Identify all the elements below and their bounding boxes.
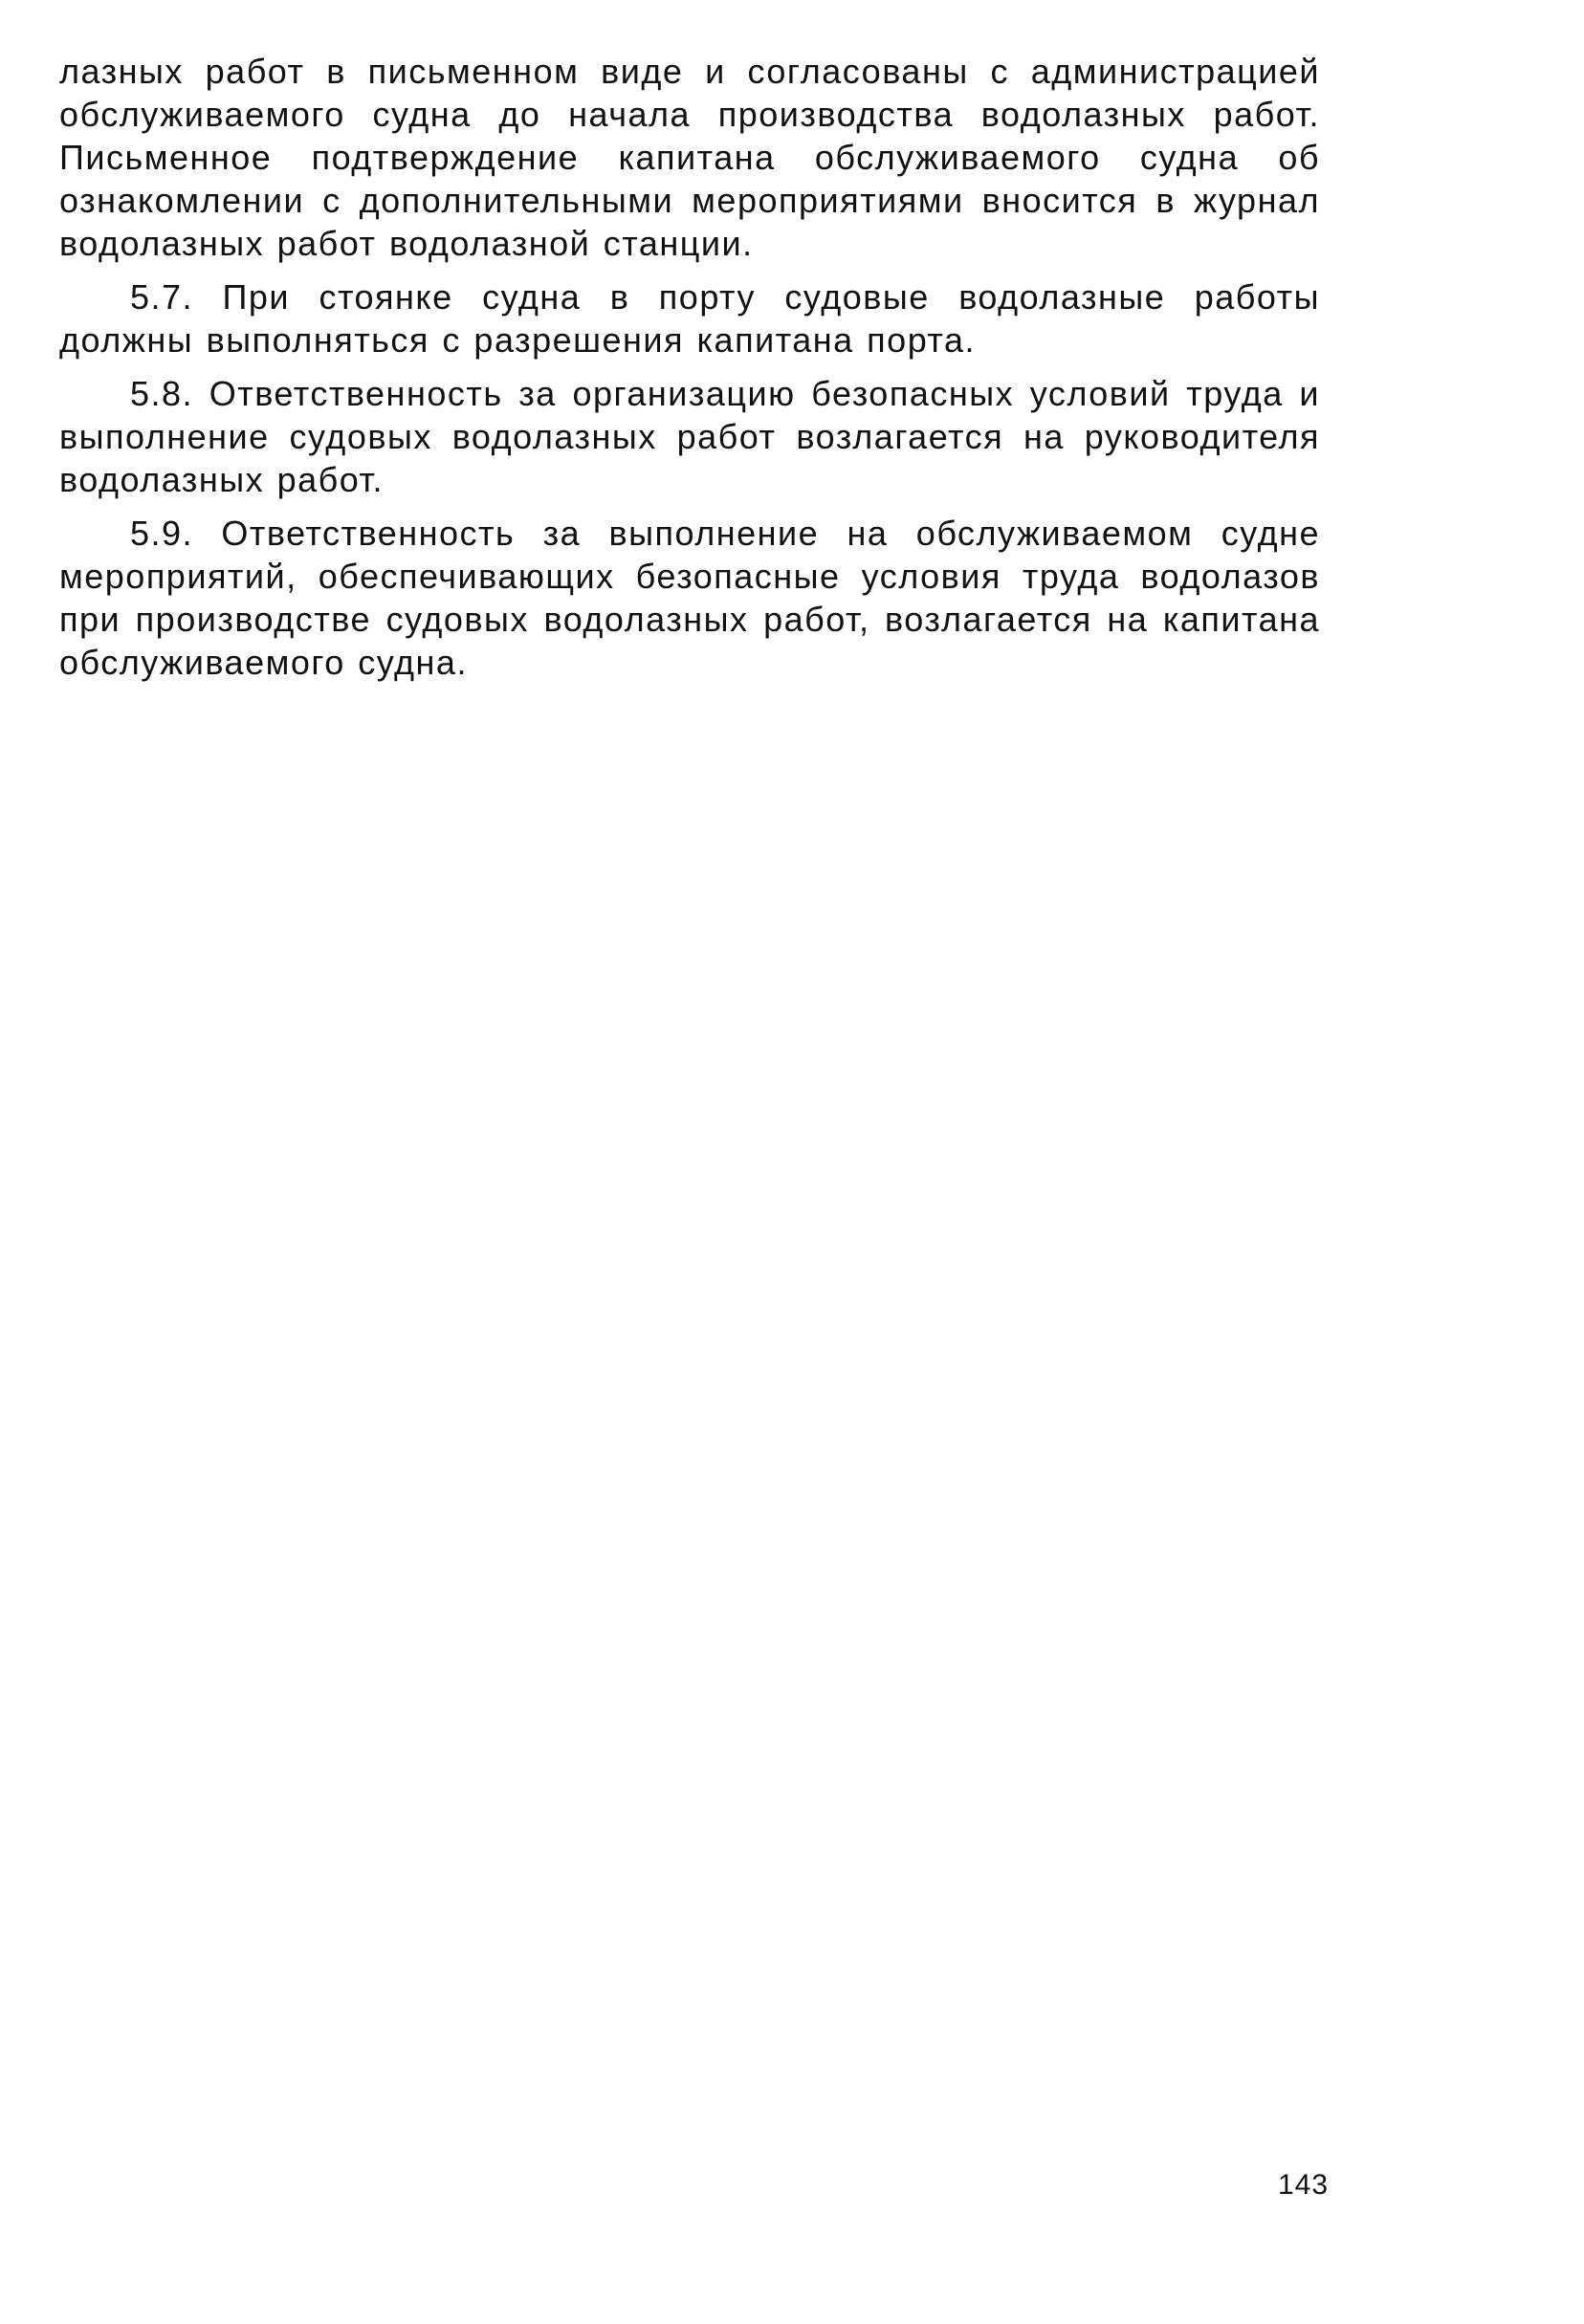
paragraph-5-9: 5.9. Ответственность за выполнение на обслуживаемом судне мероприятий, обеспечивающих безопасные условия труда водолазов при производстве судовых водолазных работ, возлагается на капитана обслуживаемого судна. [59, 514, 1320, 682]
paragraph-5-7: 5.7. При стоянке судна в порту судовые водолазные работы должны выполняться с разрешения капитана порта. [59, 277, 1320, 360]
paragraph-5-8: 5.8. Ответственность за организацию безопасных условий труда и выполнение судовых водолазных работ возлагается на руководителя водолазных работ. [59, 374, 1320, 499]
body-text [59, 50, 1320, 684]
paragraph-continuation: лазных работ в письменном виде и согласованы с администрацией обслуживаемого судна до начала производства водолазных работ. Письменное подтверждение капитана обслуживаемого судна об ознакомлении с дополнительными мероприятиями вносится в журнал водолазных работ водолазной станции. [59, 52, 1320, 263]
page-number: 143 [1278, 2169, 1330, 2201]
